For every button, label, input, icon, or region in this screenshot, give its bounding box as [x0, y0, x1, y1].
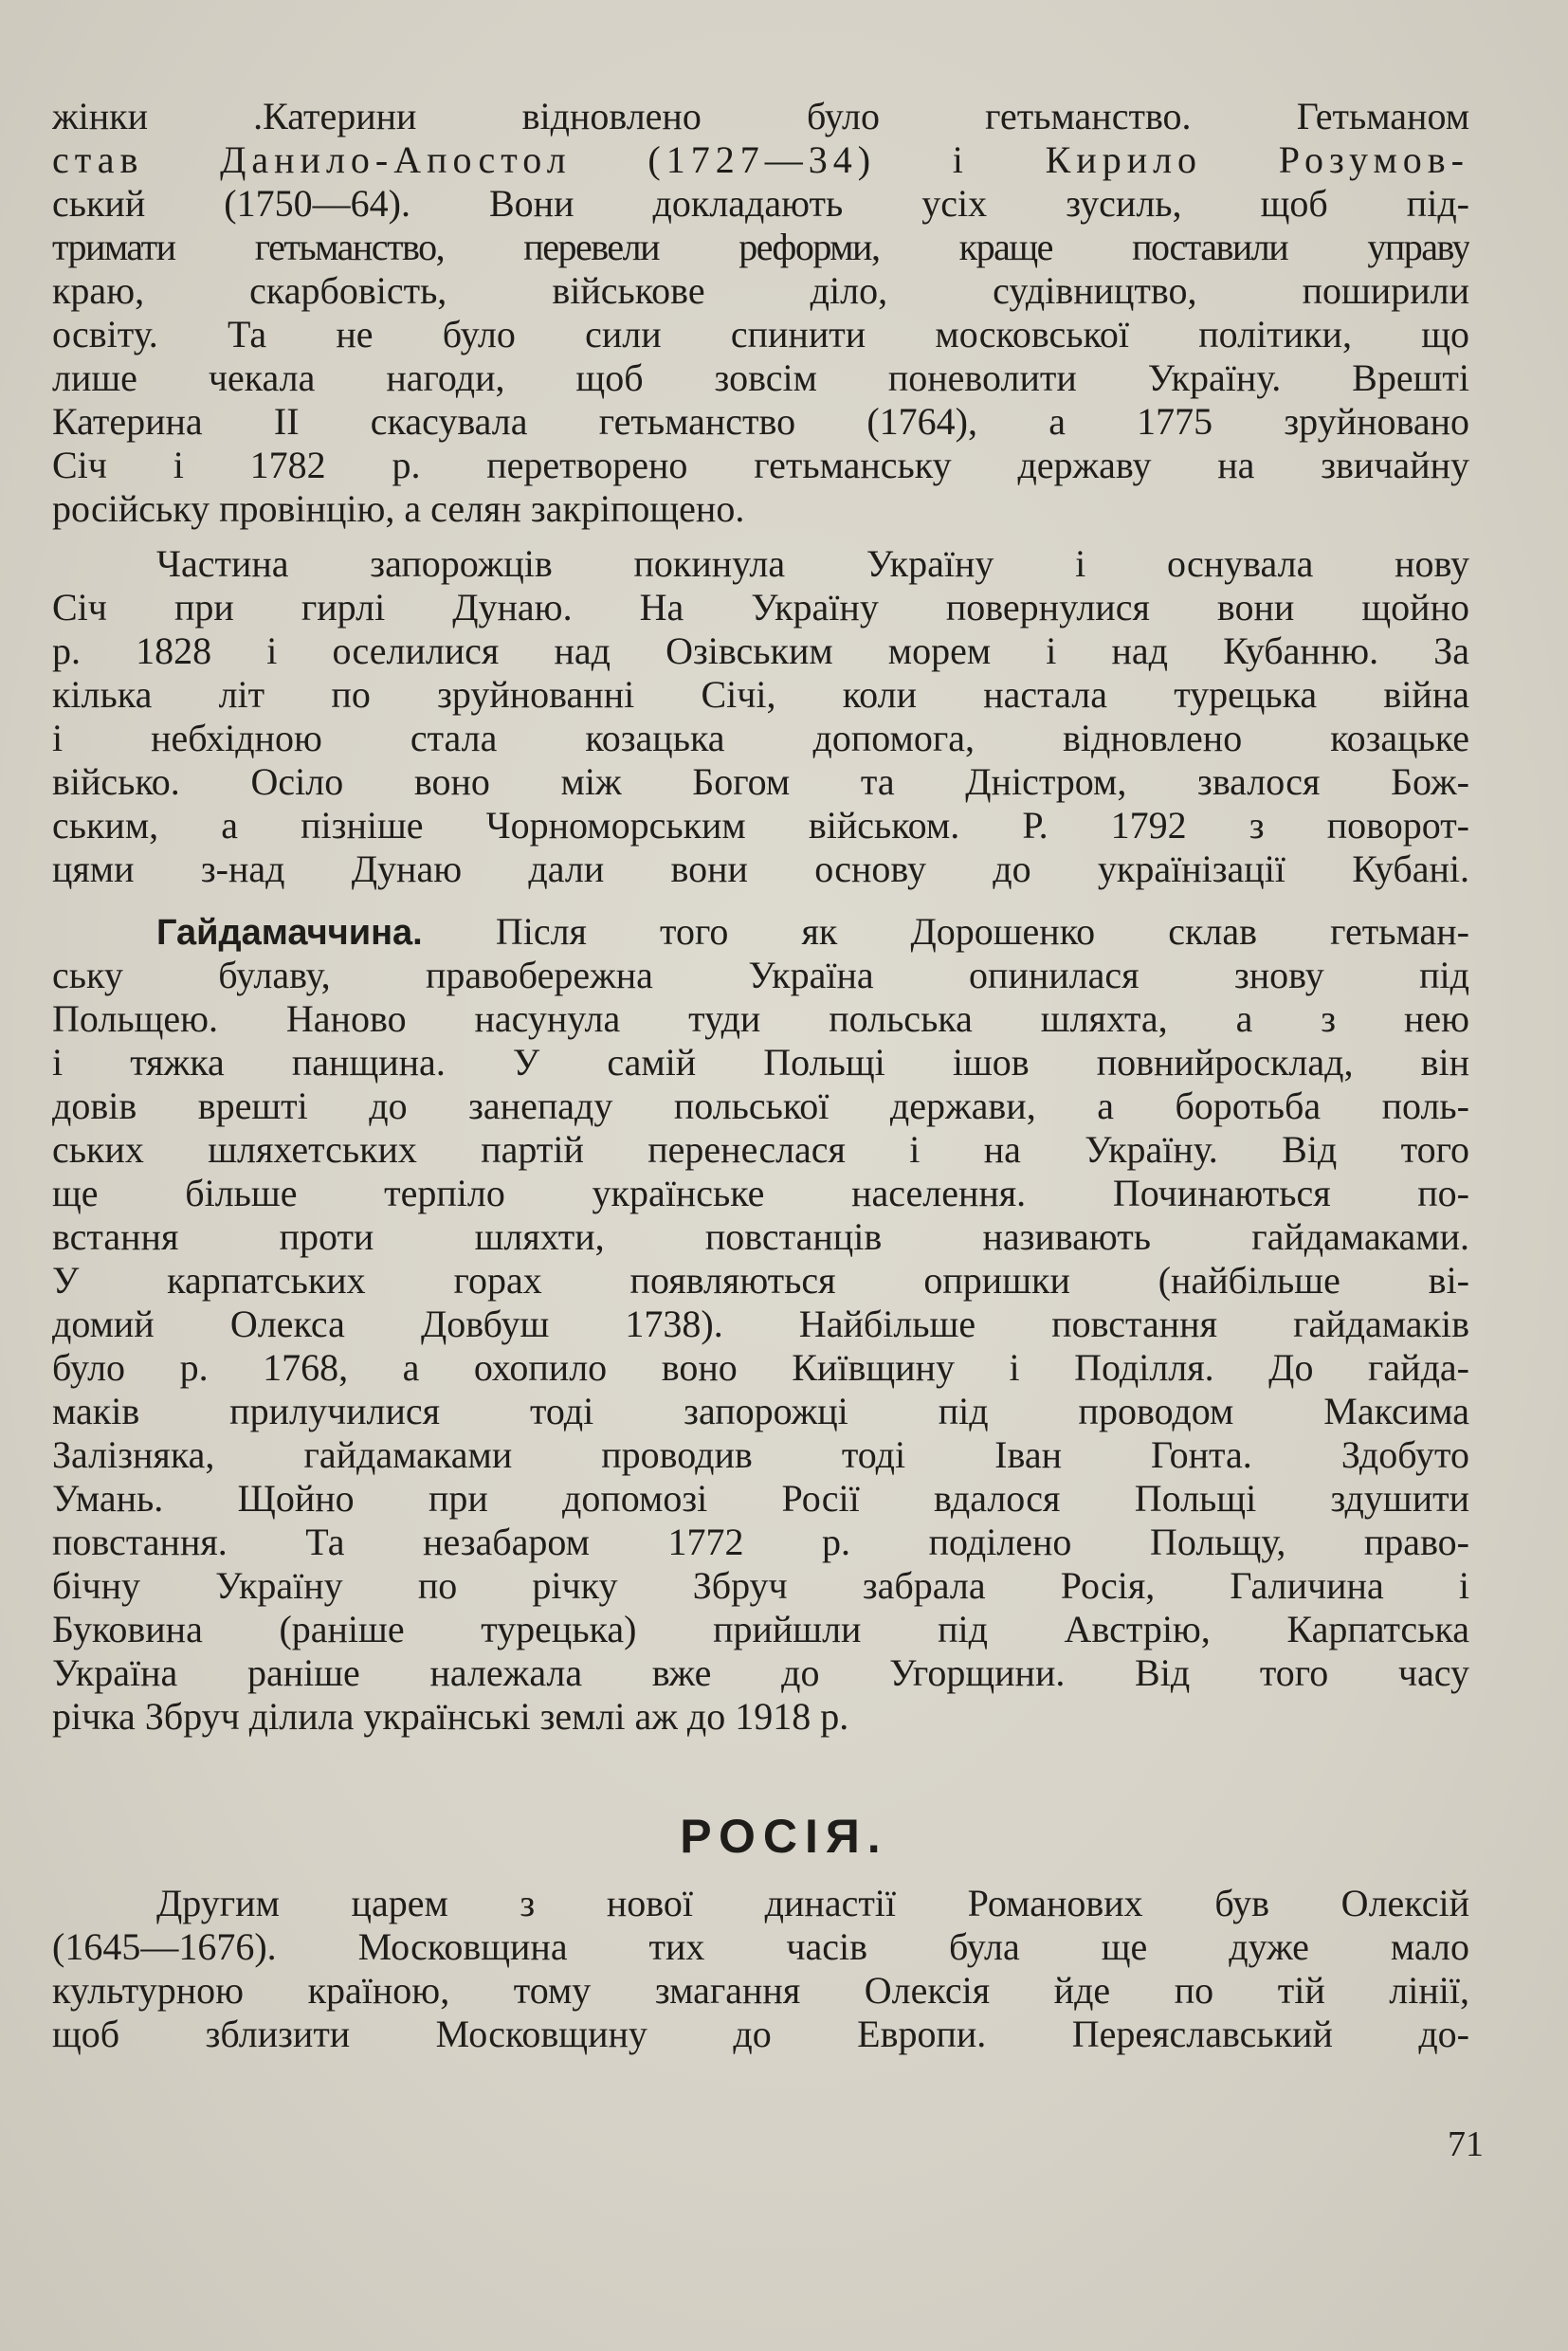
- text-line: військо. Осіло воно між Богом та Дністром, звалося Бож-: [52, 760, 1469, 803]
- text-line-rest: Після того як Дорошенко склав гетьман-: [495, 910, 1469, 953]
- text-line: Україна раніше належала вже до Угорщини. Від того часу: [52, 1651, 1469, 1694]
- text-line: ським, а пізніше Чорноморським військом. Р. 1792 з поворот-: [52, 804, 1469, 847]
- text-line: У карпатських горах появляються опришки (найбільше ві-: [52, 1259, 1469, 1302]
- text-line: бічну Україну по річку Збруч забрала Росія, Галичина і: [52, 1564, 1469, 1607]
- text-line: довів врешті до занепаду польської держави, а боротьба поль-: [52, 1084, 1469, 1127]
- text-line: повстання. Та незабаром 1772 р. поділено Польщу, право-: [52, 1521, 1469, 1563]
- text-line: краю, скарбовість, військове діло, судівництво, поширили: [52, 269, 1469, 312]
- text-line: Буковина (раніше турецька) прийшли під Австрію, Карпатська: [52, 1608, 1469, 1650]
- text-line: ських шляхетських партій перенеслася і на Україну. Від того: [52, 1128, 1469, 1171]
- text-line: російську провінцію, а селян закріпощено.: [52, 487, 745, 530]
- paragraph-haidamaky: [52, 910, 1469, 1739]
- text-line: кілька літ по зруйнованні Січі, коли настала турецька війна: [52, 673, 1469, 716]
- text-line: тримати гетьманство, перевели реформи, краще поставили управу: [52, 226, 1469, 268]
- text-line: [52, 910, 1469, 954]
- text-line: річка Збруч ділила українські землі аж до 1918 р.: [52, 1695, 849, 1738]
- text-line: Польщею. Наново насунула туди польська шляхта, а з нею: [52, 997, 1469, 1040]
- text-line: домий Олекса Довбуш 1738). Найбільше повстання гайдамаків: [52, 1303, 1469, 1345]
- paragraph-tsar-oleksii: [52, 1882, 1469, 2056]
- text-line: Другим царем з нової династії Романових був Олексій: [156, 1882, 1469, 1924]
- text-line: (1645—1676). Московщина тих часів була ще дуже мало: [52, 1925, 1469, 1968]
- text-line: культурною країною, тому змагання Олексія йде по тій лінії,: [52, 1969, 1469, 2012]
- text-line: жінки .Катерини відновлено було гетьманство. Гетьманом: [52, 95, 1469, 137]
- paragraph-zaporozhians-danube: [52, 542, 1469, 891]
- text-line: маків прилучилися тоді запорожці під проводом Максима: [52, 1390, 1469, 1432]
- text-line: Умань. Щойно при допомозі Росії вдалося Польщі здушити: [52, 1477, 1469, 1520]
- text-line: став Данило-Апостол (1727—34) і Кирило Розумов-: [52, 138, 1469, 181]
- text-line: р. 1828 і оселилися над Озівським морем і над Кубанню. За: [52, 629, 1469, 672]
- text-line: цями з-над Дунаю дали вони основу до українізації Кубані.: [52, 847, 1469, 890]
- text-line: Січ при гирлі Дунаю. На Україну повернулися вони щойно: [52, 586, 1469, 629]
- text-line: Частина запорожців покинула Україну і оснувала нову: [156, 542, 1469, 585]
- text-line: Катерина II скасувала гетьманство (1764), а 1775 зруйновано: [52, 400, 1469, 443]
- text-line: лише чекала нагоди, щоб зовсім поневолити Україну. Врешті: [52, 356, 1469, 399]
- run-in-heading-haidamachchyna: Гайдамаччина.: [156, 913, 423, 953]
- section-heading-rosiia: РОСІЯ.: [680, 1810, 888, 1863]
- text-line: було р. 1768, а охопило воно Київщину і Поділля. До гайда-: [52, 1346, 1469, 1389]
- text-line: Січ і 1782 р. перетворено гетьманську державу на звичайну: [52, 444, 1469, 486]
- text-line: і тяжка панщина. У самій Польщі ішов повнийросклад, він: [52, 1041, 1469, 1084]
- text-line: ський (1750—64). Вони докладають усіх зусиль, щоб під-: [52, 182, 1469, 225]
- text-line: щоб зблизити Московщину до Европи. Переяславський до-: [52, 2013, 1469, 2055]
- page-number: 71: [1448, 2124, 1484, 2164]
- text-line: Залізняка, гайдамаками проводив тоді Іван Гонта. Здобуто: [52, 1433, 1469, 1476]
- text-line: і небхідною стала козацька допомога, відновлено козацьке: [52, 717, 1469, 759]
- text-line: освіту. Та не було сили спинити московської політики, що: [52, 313, 1469, 355]
- text-line: ську булаву, правобережна Україна опинилася знову під: [52, 954, 1469, 996]
- paragraph-hetmanate-restoration: [52, 95, 1469, 531]
- text-line: ще більше терпіло українське населення. Починаються по-: [52, 1172, 1469, 1214]
- text-line: встання проти шляхти, повстанців називають гайдамаками.: [52, 1215, 1469, 1258]
